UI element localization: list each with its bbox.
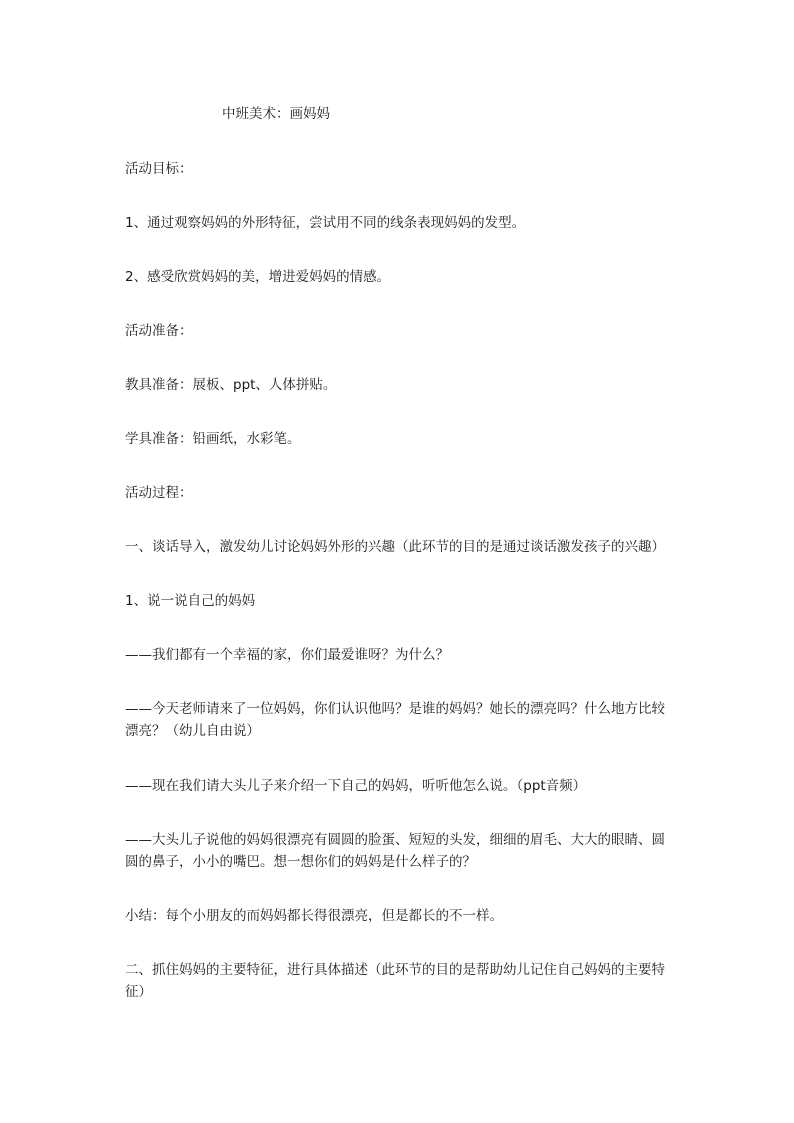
goal-item-1: 1、通过观察妈妈的外形特征，尝试用不同的线条表现妈妈的发型。: [125, 215, 526, 231]
section-heading-process: 活动过程：: [125, 485, 193, 501]
goal-item-2: 2、感受欣赏妈妈的美，增进爱妈妈的情感。: [125, 269, 391, 285]
section-heading-preparation: 活动准备：: [125, 323, 193, 339]
process-step-2: 二、抓住妈妈的主要特征，进行具体描述（此环节的目的是帮助幼儿记住自己妈妈的主要特征）: [125, 962, 665, 1000]
dialogue-line-3: ——现在我们请大头儿子来介绍一下自己的妈妈，听听他怎么说。（ppt音频）: [125, 778, 587, 794]
process-step-1: 一、谈话导入，激发幼儿讨论妈妈外形的兴趣（此环节的目的是通过谈话激发孩子的兴趣）: [125, 539, 665, 555]
student-materials: 学具准备：铅画纸，水彩笔。: [125, 431, 301, 447]
section-heading-goals: 活动目标：: [125, 161, 193, 177]
dialogue-line-1: ——我们都有一个幸福的家，你们最爱谁呀？为什么？: [125, 647, 449, 663]
dialogue-line-2: ——今天老师请来了一位妈妈，你们认识他吗？是谁的妈妈？她长的漂亮吗？什么地方比较漂亮？（幼儿自由说）: [125, 701, 665, 739]
teaching-materials: 教具准备：展板、ppt、人体拼贴。: [125, 377, 337, 393]
summary-line: 小结：每个小朋友的而妈妈都长得很漂亮，但是都长的不一样。: [125, 908, 503, 924]
document-title: 中班美术：画妈妈: [222, 106, 330, 122]
process-substep-1: 1、说一说自己的妈妈: [125, 593, 256, 609]
dialogue-line-4: ——大头儿子说他的妈妈很漂亮有圆圆的脸蛋、短短的头发，细细的眉毛、大大的眼睛、圆圆的鼻子，小小的嘴巴。想一想你们的妈妈是什么样子的？: [125, 832, 665, 870]
